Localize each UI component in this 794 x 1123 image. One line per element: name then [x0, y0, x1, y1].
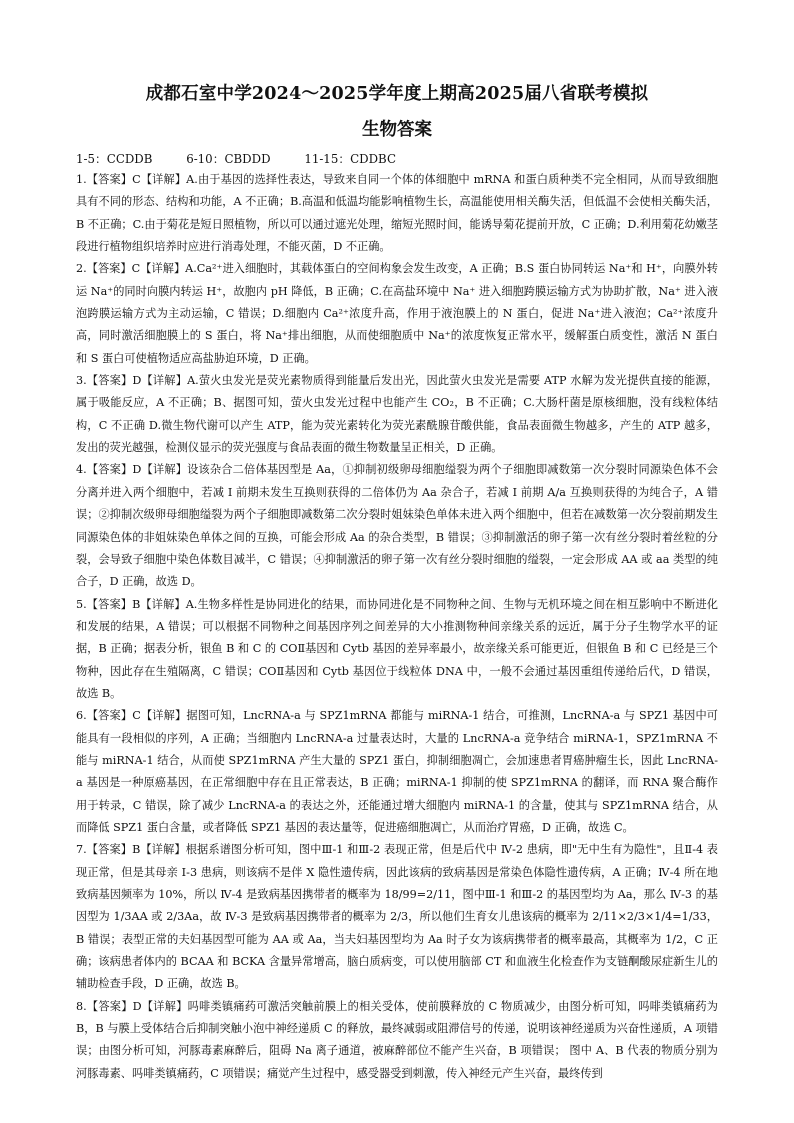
explanation-2: 2.【答案】C【详解】A.Ca²⁺进入细胞时，其载体蛋白的空间构象会发生改变，A 正确；B.S 蛋白协同转运 Na⁺和 H⁺，向膜外转运 Na⁺的同时向膜内转运 H⁺，故胞内 pH 降低，B 正确；C.在高盐环境中 Na⁺ 进入细胞跨膜运输方式为协助扩散，Na⁺ 进入液泡跨膜运输方式为主动运输，C 错误；D.细胞内 Ca²⁺浓度升高，作用于液泡膜上的 N 蛋白，促进 Na⁺进入液泡；Ca²⁺浓度升高，同时激活细胞膜上的 S 蛋白，将 Na⁺排出细胞，从而使细胞质中 Na⁺的浓度恢复正常水平，缓解蛋白质变性，激活 N 蛋白和 S 蛋白可使植物适应高盐胁迫环境，D 正确。 [76, 262, 718, 365]
explanation-6: 6.【答案】C【详解】据图可知，LncRNA-a 与 SPZ1mRNA 都能与 miRNA-1 结合，可推测，LncRNA-a 与 SPZ1 基因中可能具有一段相似的序列，A 正确；当细胞内 LncRNA-a 过量表达时，大量的 LncRNA-a 竞争结合 miRNA-1，SPZ1mRNA 不能与 miRNA-1 结合，从而使 SPZ1mRNA 产生大量的 SPZ1 蛋白，抑制细胞凋亡，会加速患者胃癌肿瘤生长，因此 LncRNA-a 基因是一种原癌基因，在正常细胞中存在且正常表达，B 正确；miRNA-1 抑制的使 SPZ1mRNA 的翻译，而 RNA 聚合酶作用于转录，C 错误，除了减少 LncRNA-a 的表达之外，还能通过增大细胞内 miRNA-1 的含量，使其与 SPZ1mRNA 结合，从而降低 SPZ1 蛋白含量，或者降低 SPZ1 基因的表达量等，促进癌细胞凋亡，从而治疗胃癌，D 正确，故选 C。 [76, 709, 718, 834]
answer-key-group-3: 11-15：CDDBC [304, 152, 396, 166]
explanation-4: 4.【答案】D【详解】设该杂合二倍体基因型是 Aa，①抑制初级卵母细胞缢裂为两个子细胞即减数第一次分裂时同源染色体不会分离并进入两个细胞中，若减 I 前期未发生互换则获得的二倍体仍为 Aa 杂合子，若减 I 前期 A/a 互换则获得的为纯合子，A 错误；②抑制次级卵母细胞缢裂为两个子细胞即减数第二次分裂时姐妹染色单体未进入两个细胞中，但若在减数第一次分裂前期发生同源染色体的非姐妹染色单体之间的互换，可能会形成 Aa 的杂合类型，B 错误；③抑制激活的卵子第一次有丝分裂时着丝粒的分裂，会导致子细胞中染色体数目减半，C 错误；④抑制激活的卵子第一次有丝分裂时细胞的缢裂，一定会形成 AA 或 aa 类型的纯合子，D 正确，故选 D。 [76, 463, 718, 589]
explanation-5: 5.【答案】B【详解】A.生物多样性是协同进化的结果，而协同进化是不同物种之间、生物与无机环境之间在相互影响中不断进化和发展的结果，A 错误；可以根据不同物种之间基因序列之间差异的大小推测物种间亲缘关系的远近，属于分子生物学水平的证据，B 正确；据表分析，银鱼 B 和 C 的 COⅡ基因和 Cytb 基因的差异率最小，故亲缘关系可能更近，但银鱼 B 和 C 已经是三个物种，因此存在生殖隔离，C 错误；COⅡ基因和 Cytb 基因位于线粒体 DNA 中，一般不会通过基因重组传递给后代，D 错误，故选 B。 [76, 597, 718, 700]
explanation-8: 8.【答案】D【详解】吗啡类镇痛药可激活突触前膜上的相关受体，使前膜释放的 C 物质减少，由图分析可知，吗啡类镇痛药为 B，B 与膜上受体结合后抑制突触小泡中神经递质 C 的释放，最终减弱或阻滞信号的传递，说明该神经递质为兴奋性递质，A 项错误；由图分析可知，河豚毒素麻醉后，阻碍 Na 离子通道，被麻醉部位不能产生兴奋，B 项错误； 图中 A、B 代表的物质分别为河豚毒素、吗啡类镇痛药，C 项错误；痛觉产生过程中，感受器受到刺激，传入神经元产生兴奋，最终传到 [76, 999, 718, 1080]
document-subtitle: 生物答案 [362, 120, 432, 140]
answer-key-row [76, 150, 718, 169]
explanation-1: 1.【答案】C【详解】A.由于基因的选择性表达，导致来自同一个体的体细胞中 mRNA 和蛋白质种类不完全相同，从而导致细胞具有不同的形态、结构和功能，A 不正确；B.高温和低温均能影响植物生长，高温能使用相关酶失活，但低温不会使相关酶失活，B 不正确；C.由于菊花是短日照植物，所以可以通过遮光处理，缩短光照时间，能诱导菊花提前开放，C 正确；D.利用菊花幼嫩茎段进行植物组织培养时应进行消毒处理，不能灭菌，D 不正确。 [76, 173, 718, 254]
explanation-7: 7.【答案】B【详解】根据系谱图分析可知，图中Ⅲ-1 和Ⅲ-2 表现正常，但是后代中 Ⅳ-2 患病，即"无中生有为隐性"，且Ⅱ-4 表现正常，但是其母亲 Ⅰ-3 患病，则该病不是伴 X 隐性遗传病，因此该病的致病基因是常染色体隐性遗传病，A 正确；Ⅳ-4 所在地致病基因频率为 10%，所以 Ⅳ-4 是致病基因携带者的概率为 18/99=2/11，图中Ⅲ-1 和Ⅲ-2 的基因型均为 Aa，那么 Ⅳ-3 的基因型为 1/3AA 或 2/3Aa，故 Ⅳ-3 是致病基因携带者的概率为 2/3，所以他们生育女儿患该病的概率为 2/11×2/3×1/4=1/33，B 错误；表型正常的夫妇基因型可能为 AA 或 Aa，当夫妇基因型均为 Aa 时子女为该病携带者的概率最高，其概率为 1/2，C 正确；该病患者体内的 BCAA 和 BCKA 含量异常增高，脑白质病变，可以使用脑部 CT 和血液生化检查作为支链酮酸尿症新生儿的辅助检查手段，D 正确，故选 B。 [76, 843, 718, 991]
answer-key-group-1: 1-5：CCDDB [76, 152, 153, 166]
document-title: 成都石室中学2024～2025学年度上期高2025届八省联考模拟 [145, 84, 649, 104]
explanation-3: 3.【答案】D【详解】A.萤火虫发光是荧光素物质得到能量后发出光，因此萤火虫发光是需要 ATP 水解为发光提供直接的能源，属于吸能反应，A 不正确；B、据图可知，萤火虫发光过程中也能产生 CO₂，B 不正确；C.大肠杆菌是原核细胞，没有线粒体结构，C 不正确 D.微生物代谢可以产生 ATP，能为荧光素转化为荧光素酰腺苷酸供能，食品表面微生物越多，产生的 ATP 越多，发出的荧光越强，检测仪显示的荧光强度与食品表面的微生物数量呈正相关，D 正确。 [76, 374, 718, 455]
answer-key-group-2: 6-10：CBDDD [186, 152, 271, 166]
